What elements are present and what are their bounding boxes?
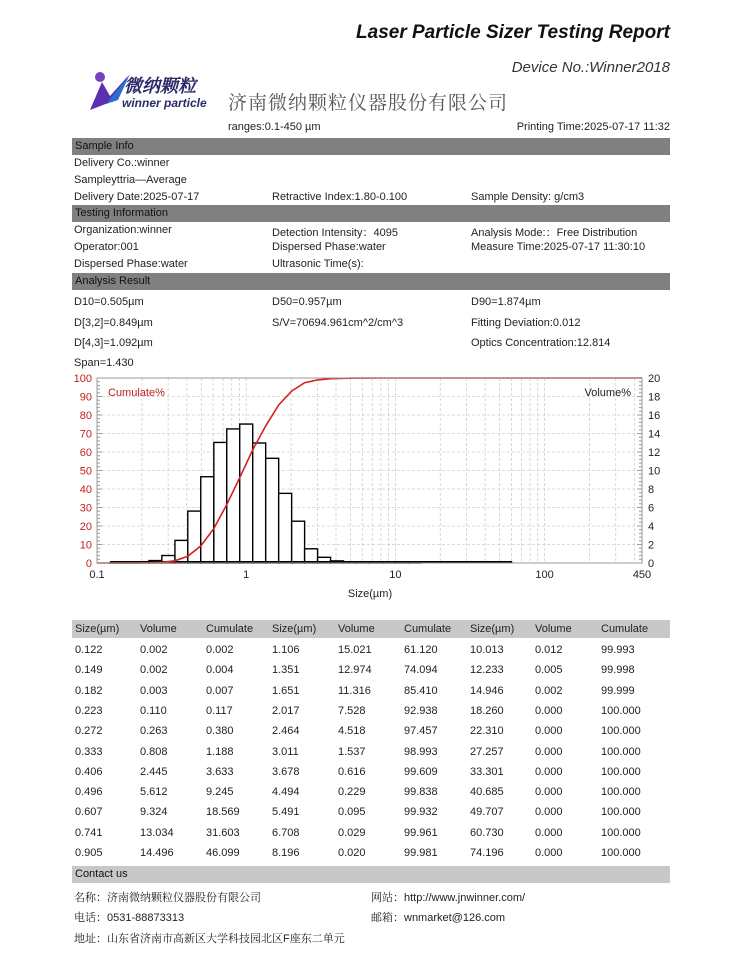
table-cell: 0.229 bbox=[338, 786, 366, 799]
table-cell: 7.528 bbox=[338, 704, 366, 717]
measure-time: Measure Time:2025-07-17 11:30:10 bbox=[471, 241, 646, 253]
table-cell: 100.000 bbox=[601, 765, 641, 778]
contact-address: 地址：山东省济南市高新区大学科技园北区F座东二单元 bbox=[74, 933, 345, 945]
table-cell: 0.496 bbox=[75, 786, 103, 799]
table-cell: 4.494 bbox=[272, 786, 300, 799]
refractive-index: Retractive Index:1.80-0.100 bbox=[272, 191, 408, 203]
volume-bar bbox=[214, 442, 227, 563]
left-axis-label: Cumulate% bbox=[108, 387, 165, 399]
table-cell: 0.741 bbox=[75, 826, 103, 839]
sample-density: Sample Density: g/cm3 bbox=[471, 191, 585, 203]
table-cell: 100.000 bbox=[601, 826, 641, 839]
table-cell: 100.000 bbox=[601, 725, 641, 738]
table-cell: 18.260 bbox=[470, 704, 504, 717]
x-tick-label: 450 bbox=[632, 569, 652, 581]
left-tick-label: 60 bbox=[79, 447, 92, 459]
company-name: 济南微纳颗粒仪器股份有限公司 bbox=[228, 92, 509, 114]
section-sample-info: Sample Info bbox=[72, 138, 670, 155]
table-cell: 100.000 bbox=[601, 847, 641, 859]
x-tick-label: 0.1 bbox=[89, 569, 105, 581]
d90-value: D90=1.874µm bbox=[471, 296, 541, 308]
device-number: Device No.:Winner2018 bbox=[511, 59, 670, 76]
column-header: Volume bbox=[535, 623, 572, 635]
right-tick-label: 20 bbox=[648, 373, 661, 385]
table-cell: 0.000 bbox=[535, 806, 563, 819]
volume-bar bbox=[305, 549, 318, 563]
table-cell: 99.961 bbox=[404, 826, 438, 839]
right-tick-label: 12 bbox=[648, 447, 661, 459]
volume-bar bbox=[279, 493, 292, 563]
table-cell: 99.609 bbox=[404, 765, 438, 778]
table-cell: 100.000 bbox=[601, 806, 641, 819]
right-tick-label: 14 bbox=[648, 428, 661, 441]
section-testing-information: Testing Information bbox=[72, 205, 670, 222]
table-cell: 12.974 bbox=[338, 664, 372, 677]
table-cell: 12.233 bbox=[470, 664, 504, 677]
table-cell: 0.380 bbox=[206, 725, 234, 738]
table-cell: 0.005 bbox=[535, 664, 563, 677]
table-cell: 3.011 bbox=[272, 745, 299, 758]
table-cell: 0.223 bbox=[75, 704, 103, 717]
table-cell: 0.002 bbox=[140, 664, 168, 677]
right-tick-label: 10 bbox=[648, 465, 661, 478]
table-cell: 92.938 bbox=[404, 704, 438, 717]
volume-bar bbox=[292, 521, 305, 563]
table-cell: 0.149 bbox=[75, 664, 103, 677]
table-cell: 15.021 bbox=[338, 644, 372, 656]
column-header: Size(µm) bbox=[470, 623, 515, 635]
volume-bar bbox=[201, 477, 214, 563]
left-tick-label: 30 bbox=[79, 502, 92, 515]
table-cell: 8.196 bbox=[272, 847, 300, 859]
table-cell: 2.464 bbox=[272, 725, 300, 738]
table-cell: 31.603 bbox=[206, 826, 240, 839]
x-tick-label: 100 bbox=[535, 569, 554, 581]
table-cell: 3.633 bbox=[206, 765, 234, 778]
delivery-company: Delivery Co.:winner bbox=[74, 157, 170, 169]
left-tick-label: 70 bbox=[79, 428, 92, 441]
table-cell: 27.257 bbox=[470, 745, 504, 758]
d32-value: D[3,2]=0.849µm bbox=[74, 317, 153, 329]
table-cell: 11.316 bbox=[338, 684, 371, 697]
left-tick-label: 10 bbox=[79, 539, 92, 552]
table-cell: 0.095 bbox=[338, 806, 366, 819]
table-cell: 0.406 bbox=[75, 765, 103, 778]
column-header: Cumulate bbox=[601, 623, 649, 635]
table-cell: 0.000 bbox=[535, 765, 563, 778]
particle-size-chart bbox=[0, 365, 744, 605]
table-cell: 0.110 bbox=[140, 704, 167, 717]
table-cell: 99.932 bbox=[404, 806, 438, 819]
x-tick-label: 10 bbox=[389, 569, 402, 581]
table-cell: 33.301 bbox=[470, 765, 504, 778]
table-cell: 0.808 bbox=[140, 745, 168, 758]
printing-time: Printing Time:2025-07-17 11:32 bbox=[516, 121, 670, 133]
table-cell: 0.000 bbox=[535, 786, 563, 799]
left-tick-label: 80 bbox=[79, 410, 92, 422]
table-cell: 0.002 bbox=[206, 644, 234, 656]
table-cell: 0.002 bbox=[535, 684, 563, 697]
table-cell: 98.993 bbox=[404, 745, 438, 758]
table-cell: 18.569 bbox=[206, 806, 240, 819]
table-cell: 0.000 bbox=[535, 847, 563, 859]
table-cell: 1.106 bbox=[272, 644, 300, 656]
table-cell: 6.708 bbox=[272, 826, 300, 839]
table-cell: 3.678 bbox=[272, 765, 300, 778]
table-cell: 14.496 bbox=[140, 847, 174, 859]
dispersed-phase-mid: Dispersed Phase:water bbox=[272, 241, 386, 253]
table-cell: 0.002 bbox=[140, 644, 168, 656]
column-header: Size(µm) bbox=[272, 623, 317, 635]
measurement-range: ranges:0.1-450 µm bbox=[228, 121, 321, 133]
column-header: Size(µm) bbox=[75, 623, 120, 635]
ultrasonic-time: Ultrasonic Time(s): bbox=[272, 258, 364, 270]
contact-company-name: 名称：济南微纳颗粒仪器股份有限公司 bbox=[74, 892, 261, 904]
d43-value: D[4,3]=1.092µm bbox=[74, 337, 153, 349]
table-cell: 0.272 bbox=[75, 725, 103, 738]
detection-intensity: Detection Intensity：4095 bbox=[272, 227, 398, 239]
contact-phone: 电话：0531-88873313 bbox=[74, 912, 185, 924]
table-cell: 49.707 bbox=[470, 806, 504, 819]
table-cell: 10.013 bbox=[470, 644, 504, 656]
right-tick-label: 6 bbox=[648, 502, 655, 515]
right-tick-label: 16 bbox=[648, 410, 661, 422]
sample-name: Sampleyttria—Average bbox=[74, 174, 187, 186]
column-header: Volume bbox=[338, 623, 375, 635]
right-tick-label: 0 bbox=[648, 558, 655, 570]
table-cell: 99.838 bbox=[404, 786, 438, 799]
table-cell: 61.120 bbox=[404, 644, 438, 656]
table-cell: 0.607 bbox=[75, 806, 103, 819]
section-analysis-result: Analysis Result bbox=[72, 273, 670, 290]
table-cell: 0.263 bbox=[140, 725, 168, 738]
volume-bar bbox=[240, 424, 253, 563]
table-cell: 14.946 bbox=[470, 684, 504, 697]
table-cell: 74.196 bbox=[470, 847, 504, 859]
table-cell: 0.117 bbox=[206, 704, 233, 717]
table-cell: 4.518 bbox=[338, 725, 366, 738]
table-cell: 22.310 bbox=[470, 725, 504, 738]
table-cell: 99.981 bbox=[404, 847, 438, 859]
right-tick-label: 2 bbox=[648, 539, 655, 552]
analysis-mode: Analysis Mode:：Free Distribution bbox=[471, 227, 638, 239]
left-tick-label: 100 bbox=[73, 373, 92, 385]
optics-concentration: Optics Concentration:12.814 bbox=[471, 337, 611, 349]
left-tick-label: 40 bbox=[79, 484, 92, 496]
table-cell: 99.993 bbox=[601, 644, 635, 656]
volume-bar bbox=[253, 443, 266, 563]
report-title: Laser Particle Sizer Testing Report bbox=[356, 22, 670, 43]
span-value: Span=1.430 bbox=[74, 357, 134, 369]
left-tick-label: 50 bbox=[79, 465, 92, 478]
table-cell: 0.004 bbox=[206, 664, 234, 677]
volume-bar bbox=[227, 429, 240, 563]
table-cell: 0.029 bbox=[338, 826, 366, 839]
table-cell: 60.730 bbox=[470, 826, 504, 839]
table-cell: 100.000 bbox=[601, 704, 641, 717]
d10-value: D10=0.505µm bbox=[74, 296, 144, 308]
delivery-date: Delivery Date:2025-07-17 bbox=[74, 191, 200, 203]
table-cell: 0.003 bbox=[140, 684, 168, 697]
organization: Organization:winner bbox=[74, 224, 172, 236]
table-cell: 2.445 bbox=[140, 765, 168, 778]
table-cell: 74.094 bbox=[404, 664, 438, 677]
contact-website[interactable]: 网站：http://www.jnwinner.com/ bbox=[371, 892, 526, 904]
column-header: Cumulate bbox=[206, 623, 254, 635]
table-cell: 9.324 bbox=[140, 806, 168, 819]
left-tick-label: 20 bbox=[79, 521, 92, 533]
table-cell: 40.685 bbox=[470, 786, 504, 799]
table-cell: 5.491 bbox=[272, 806, 300, 819]
fitting-deviation: Fitting Deviation:0.012 bbox=[471, 317, 581, 329]
table-cell: 2.017 bbox=[272, 704, 300, 717]
right-axis-label: Volume% bbox=[584, 387, 631, 399]
table-cell: 0.000 bbox=[535, 725, 563, 738]
dispersed-phase: Dispersed Phase:water bbox=[74, 258, 188, 270]
table-cell: 0.012 bbox=[535, 644, 563, 656]
volume-bar bbox=[266, 458, 279, 563]
table-cell: 0.122 bbox=[75, 644, 103, 656]
table-cell: 1.188 bbox=[206, 745, 234, 758]
table-cell: 0.020 bbox=[338, 847, 366, 859]
d50-value: D50=0.957µm bbox=[272, 296, 342, 308]
table-cell: 100.000 bbox=[601, 745, 641, 758]
table-cell: 99.999 bbox=[601, 684, 635, 697]
table-cell: 46.099 bbox=[206, 847, 240, 859]
contact-email[interactable]: 邮箱：wnmarket@126.com bbox=[371, 912, 506, 924]
table-cell: 0.007 bbox=[206, 684, 234, 697]
table-cell: 1.651 bbox=[272, 684, 300, 697]
table-cell: 0.905 bbox=[75, 847, 103, 859]
table-cell: 5.612 bbox=[140, 786, 168, 799]
table-cell: 0.000 bbox=[535, 704, 563, 717]
sv-value: S/V=70694.961cm^2/cm^3 bbox=[272, 317, 404, 329]
table-cell: 100.000 bbox=[601, 786, 641, 799]
company-logo: 微纳颗粒 winner particle bbox=[88, 70, 213, 112]
column-header: Cumulate bbox=[404, 623, 452, 635]
table-cell: 0.000 bbox=[535, 826, 563, 839]
table-cell: 1.351 bbox=[272, 664, 300, 677]
table-header bbox=[72, 620, 670, 638]
column-header: Volume bbox=[140, 623, 177, 635]
table-cell: 13.034 bbox=[140, 826, 174, 839]
right-tick-label: 18 bbox=[648, 391, 661, 404]
operator: Operator:001 bbox=[74, 241, 139, 253]
table-cell: 1.537 bbox=[338, 745, 366, 758]
table-cell: 0.182 bbox=[75, 684, 103, 697]
table-cell: 85.410 bbox=[404, 684, 438, 697]
table-cell: 0.616 bbox=[338, 765, 366, 778]
table-cell: 9.245 bbox=[206, 786, 234, 799]
right-tick-label: 8 bbox=[648, 484, 655, 496]
table-cell: 0.333 bbox=[75, 745, 103, 758]
left-tick-label: 0 bbox=[85, 558, 92, 570]
table-cell: 0.000 bbox=[535, 745, 563, 758]
table-cell: 99.998 bbox=[601, 664, 635, 677]
right-tick-label: 4 bbox=[648, 521, 655, 533]
x-tick-label: 1 bbox=[243, 569, 250, 581]
table-cell: 97.457 bbox=[404, 725, 438, 738]
x-axis-label: Size(µm) bbox=[347, 588, 393, 600]
section-contact-us: Contact us bbox=[72, 866, 670, 883]
left-tick-label: 90 bbox=[79, 391, 92, 404]
